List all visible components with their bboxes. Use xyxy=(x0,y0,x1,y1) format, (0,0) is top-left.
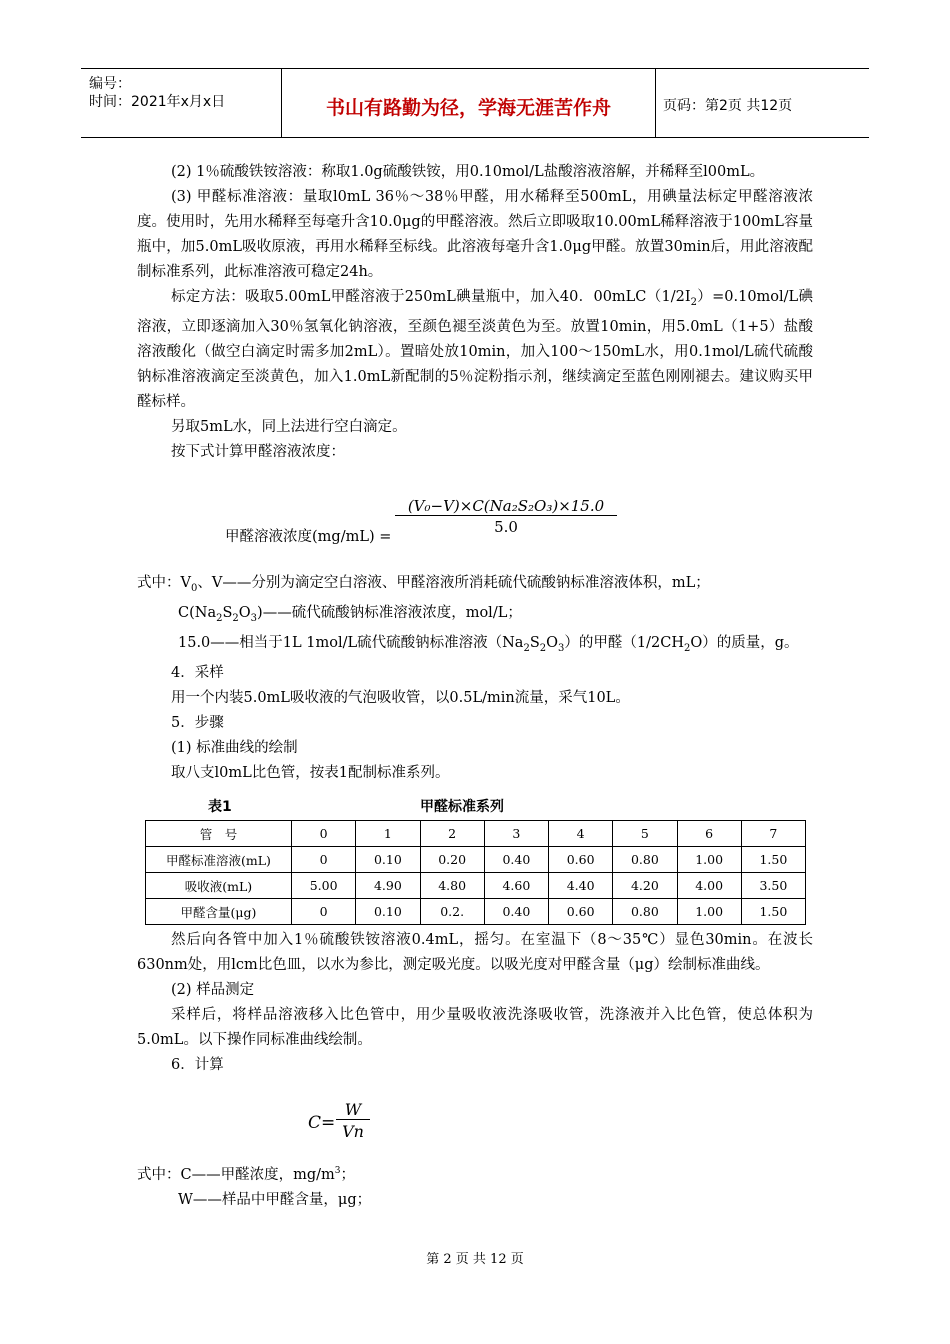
header-page-cell xyxy=(655,69,869,137)
table-cell: 2 xyxy=(420,821,484,847)
result-denominator: Vn xyxy=(342,1122,364,1141)
table-row-label: 甲醛标准溶液(mL) xyxy=(146,847,292,873)
table-cell: 0.10 xyxy=(356,899,420,925)
table-cell: 0.80 xyxy=(613,847,677,873)
table-cell: 0.20 xyxy=(420,847,484,873)
formula-numerator: (V₀−V)×C(Na₂S₂O₃)×15.0 xyxy=(395,497,617,516)
document-number: 编号： xyxy=(89,76,131,92)
table-cell: 1 xyxy=(356,821,420,847)
table-cell: 4.20 xyxy=(613,873,677,899)
formula-legend xyxy=(137,571,813,786)
table-cell: 1.00 xyxy=(677,847,741,873)
table-cell: 0.10 xyxy=(356,847,420,873)
table-cell: 1.50 xyxy=(741,847,805,873)
post-table-text xyxy=(137,928,813,1078)
para-calc-intro: 按下式计算甲醛溶液浓度： xyxy=(171,443,345,460)
table-caption-title: 甲醛标准系列 xyxy=(420,799,504,815)
table-row-label: 管 号 xyxy=(146,821,292,847)
table-row-label: 吸收液(mL) xyxy=(146,873,292,899)
result-numerator: W xyxy=(336,1100,370,1120)
para-blank-titration: 另取5mL水，同上法进行空白滴定。 xyxy=(171,418,407,435)
page-header xyxy=(81,68,869,138)
table-cell: 4.40 xyxy=(549,873,613,899)
table-cell: 4.60 xyxy=(484,873,548,899)
table-cell: 5.00 xyxy=(292,873,356,899)
table-cell: 0 xyxy=(292,847,356,873)
table-cell: 0.60 xyxy=(549,899,613,925)
table-row xyxy=(146,899,806,925)
table-cell: 4 xyxy=(549,821,613,847)
table-cell: 0 xyxy=(292,821,356,847)
para-color-development: 然后向各管中加入1％硫酸铁铵溶液0.4mL，摇匀。在室温下（8～35℃）显色30min。在波长630nm处，用lcm比色皿，以水为参比，测定吸光度。以吸光度对甲醛含量（μg）绘制标准曲线。 xyxy=(137,932,813,973)
table-cell: 0.60 xyxy=(549,847,613,873)
legend-volumes: 式中：$V_0$、V——分别为滴定空白溶液、甲醛溶液所消耗硫代硫酸钠标准溶液体积，mL； xyxy=(137,575,710,594)
section-sample-heading: (2) 样品测定 xyxy=(171,982,255,998)
table-cell: 3 xyxy=(484,821,548,847)
legend-sample-content: W——样品中甲醛含量，μg； xyxy=(178,1191,372,1208)
section-calc-heading: 6．计算 xyxy=(171,1057,224,1073)
concentration-formula xyxy=(395,497,617,536)
table-cell: 4.00 xyxy=(677,873,741,899)
legend-thiosulfate: $C(Na_2S_2O_3)——$硫代硫酸钠标准溶液浓度，mol/L； xyxy=(178,604,522,624)
table-cell: 1.00 xyxy=(677,899,741,925)
legend-factor: 15.0——相当于1L 1mol/L硫代硫酸钠标准溶液$(Na_2S_2O_3)$的甲醛$(1/2CH_2O)$的质量，g。 xyxy=(178,634,799,654)
standard-series-table xyxy=(145,820,806,925)
table-cell: 0.40 xyxy=(484,899,548,925)
table-cell: 6 xyxy=(677,821,741,847)
section-sample-text: 采样后，将样品溶液移入比色管中，用少量吸收液洗涤吸收管，洗涤液并入比色管，使总体积为5.0mL。以下操作同标准曲线绘制。 xyxy=(137,1007,813,1048)
section-curve-heading: (1) 标准曲线的绘制 xyxy=(171,739,298,756)
para-formaldehyde-standard: (3) 甲醛标准溶液：量取l0mL 36％～38％甲醛，用水稀释至500mL，用碘量法标定甲醛溶液浓度。使用时，先用水稀释至每毫升含10.0μg的甲醛溶液。然后立即吸取10.00mL稀释溶液于100mL容量瓶中，加5.0mL吸收原液，再用水稀释至标线。此溶液每毫升含1.0μg甲醛。放置30min后，用此溶液配制标准系列，此标准溶液可稳定24h。 xyxy=(137,189,813,280)
header-page-info: 页码：第2页 共12页 xyxy=(663,98,793,114)
formula-label: 甲醛溶液浓度(mg/mL) = xyxy=(225,529,392,545)
table-cell: 1.50 xyxy=(741,899,805,925)
table-cell: 4.90 xyxy=(356,873,420,899)
result-equation xyxy=(336,1100,370,1141)
header-motto-cell xyxy=(281,69,656,137)
table-cell: 0.80 xyxy=(613,899,677,925)
table-cell: 0.2. xyxy=(420,899,484,925)
table-row xyxy=(146,821,806,847)
table-row-label: 甲醛含量(μg) xyxy=(146,899,292,925)
table-cell: 7 xyxy=(741,821,805,847)
result-equation-lhs: C= xyxy=(308,1113,336,1133)
table-cell: 0 xyxy=(292,899,356,925)
page-footer: 第 2 页 共 12 页 xyxy=(426,1252,524,1267)
table-cell: 4.80 xyxy=(420,873,484,899)
section-curve-text: 取八支l0mL比色管，按表1配制标准系列。 xyxy=(171,764,450,781)
para-calibration-method: 标定方法：吸取5.00mL甲醛溶液于250mL碘量瓶中，加入40．$00mLC(1/2I_2)=0.10mol/L$碘溶液，立即逐滴加入30％氢氧化钠溶液，至颜色褪至淡黄色为至。放置10min，用5.0mL（1+5）盐酸溶液酸化（做空白滴定时需多加2mL）。置暗处放10min，加入100～150mL水，用0.1mol/L硫代硫酸钠标准溶液滴定至淡黄色，加入1.0mL新配制的5％淀粉指示剂，继续滴定至蓝色刚刚褪去。建议购买甲醛标样。 xyxy=(137,289,813,410)
table-row xyxy=(146,847,806,873)
section-sampling-text: 用一个内装5.0mL吸收液的气泡吸收管，以0.5L/min流量，采气10L。 xyxy=(171,689,630,706)
table-cell: 5 xyxy=(613,821,677,847)
table-cell: 3.50 xyxy=(741,873,805,899)
table-row xyxy=(146,873,806,899)
header-left-cell xyxy=(81,69,281,137)
legend-concentration: 式中：C——甲醛浓度，$mg/m^3$； xyxy=(137,1166,355,1183)
table-caption-number: 表1 xyxy=(208,799,232,815)
table-cell: 0.40 xyxy=(484,847,548,873)
document-body xyxy=(137,160,813,465)
header-motto: 书山有路勤为径，学海无涯苦作舟 xyxy=(325,97,611,119)
document-date: 时间：2021年x月x日 xyxy=(89,94,226,110)
para-ferric-solution: (2) 1％硫酸铁铵溶液：称取1.0g硫酸铁铵，用0.10mol/L盐酸溶液溶解，并稀释至l00mL。 xyxy=(171,164,765,180)
result-legend xyxy=(137,1159,813,1213)
formula-denominator: 5.0 xyxy=(494,518,518,536)
section-steps-heading: 5．步骤 xyxy=(171,714,224,731)
section-sampling-heading: 4．采样 xyxy=(171,664,224,681)
